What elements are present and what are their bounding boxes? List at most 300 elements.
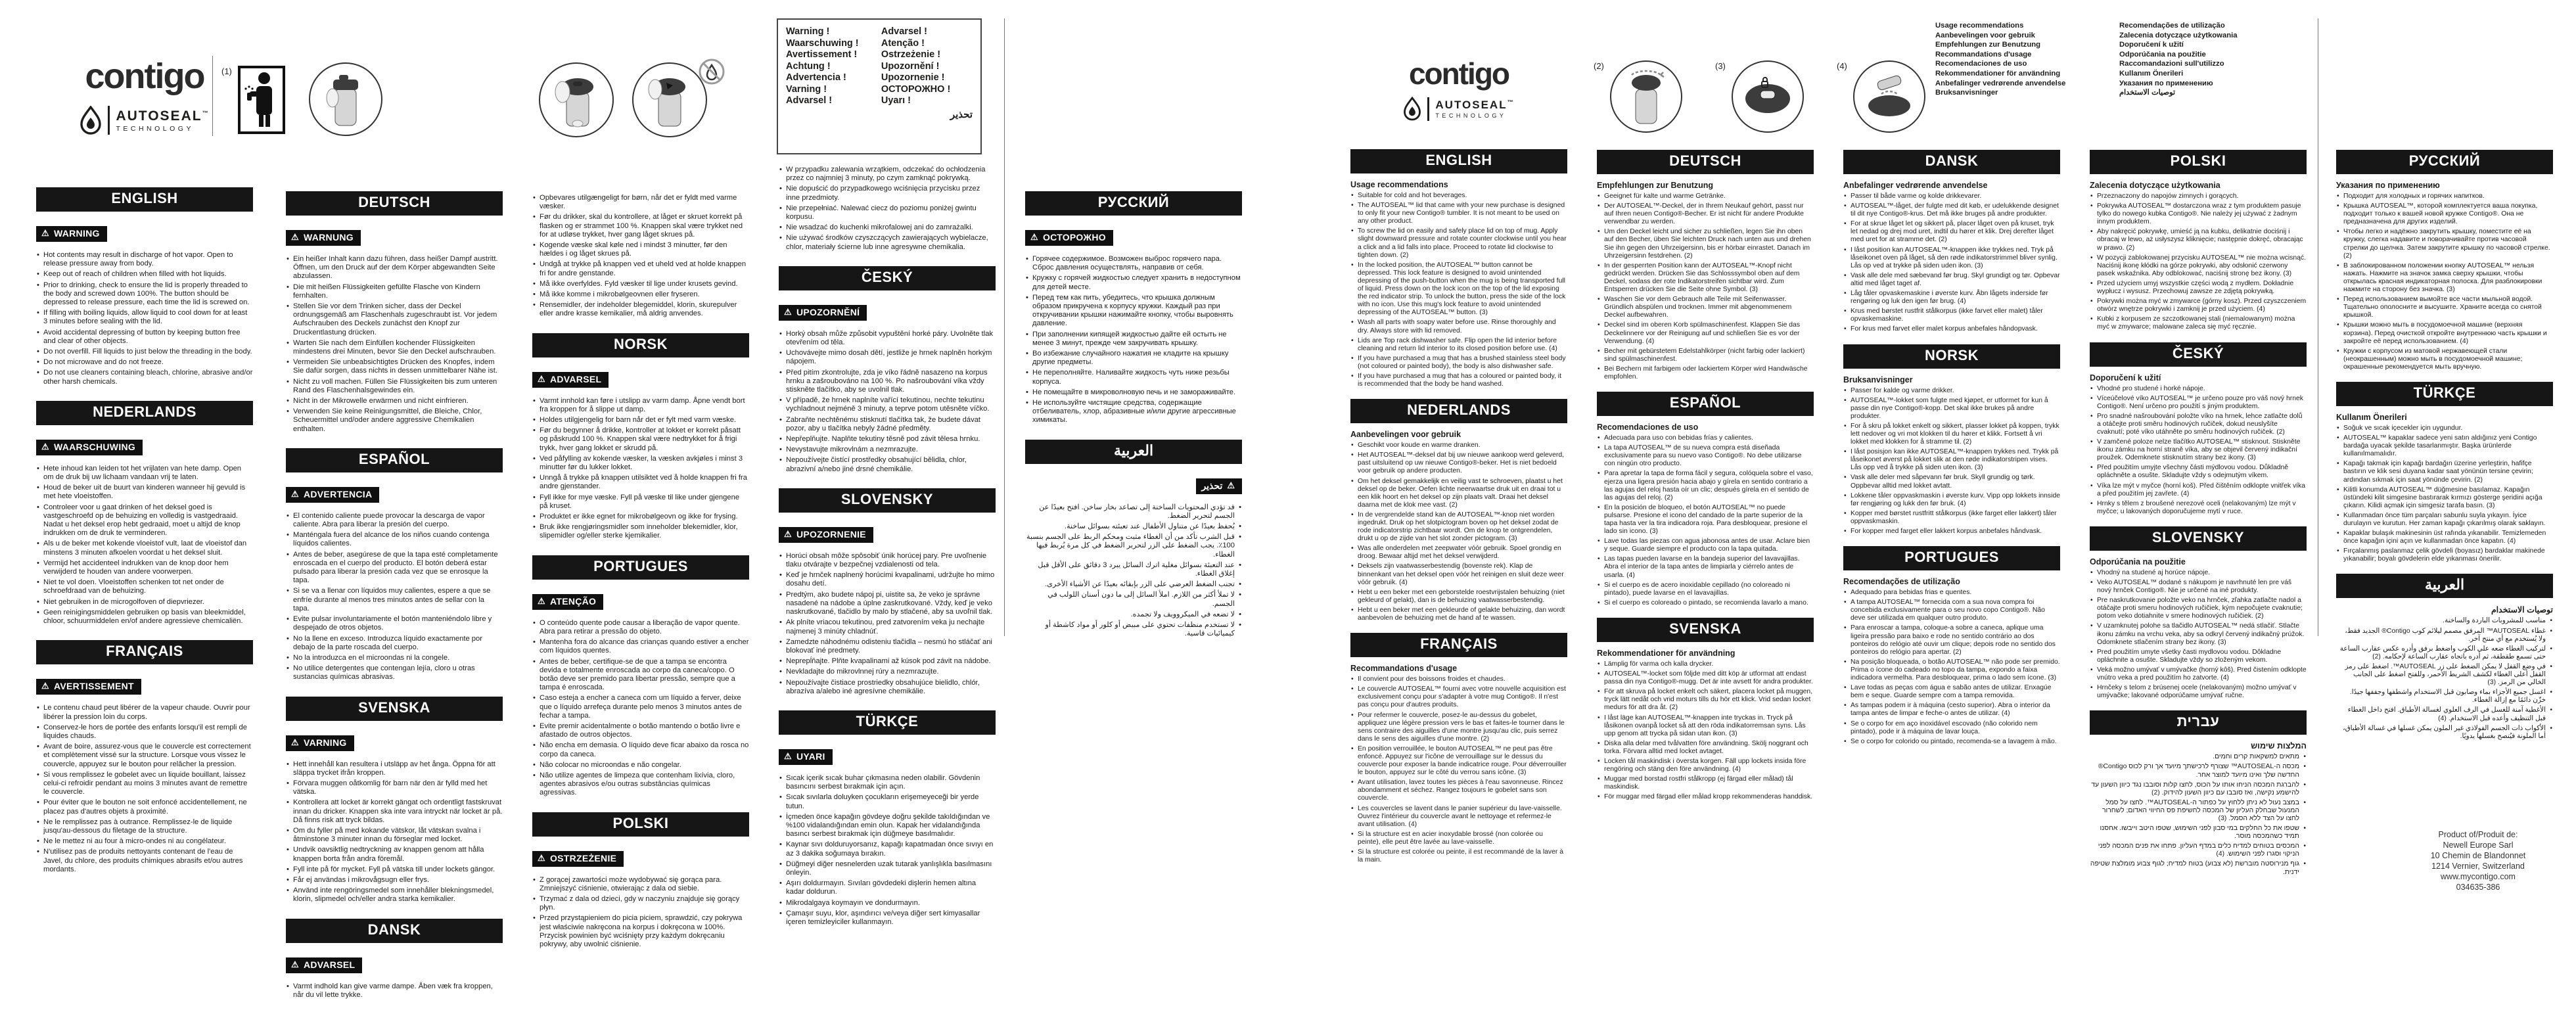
bullet-item: • Nie dopuścić do przypadkowego wciśnięcia przycisku przez inne przedmioty. (779, 185, 996, 202)
usage-heading: Usage recommendations (1350, 180, 1448, 189)
bullet-item: • Lämplig för varma och kalla drycker. (1597, 660, 1814, 668)
section-dansk-usage (1843, 150, 2060, 344)
language-warning-line: Recomendaciones de uso (1935, 60, 2027, 68)
bullet-item: • Nicht in der Mikrowelle erwärmen und nicht einfrieren. (286, 397, 503, 405)
bullet-item: • För att skruva på locket enkelt och säkert, placera locket på muggen, tryck lätt nedåt och vrid moturs tills du hör ett klick. Vrid sedan locket medurs för att dra åt. (2) (1597, 688, 1814, 712)
bullet-item: • Przed użyciem umyj wszystkie części wodą z mydłem. Dokładnie wypłucz i wysusz. Przechowuj zawsze ze zdjętą pokrywką. (2090, 280, 2307, 296)
usage-list-russky (2336, 193, 2553, 371)
bullet-item: • Soğuk ve sıcak içecekler için uygundur. (2336, 425, 2553, 432)
bullet-item: • При заполнении кипящей жидкостью дайте ей остыть не менее 3 минут, прежде чем закручивать крышку. (1025, 331, 1242, 348)
bullet-item: • Não colocar no microondas e não congelar. (532, 761, 749, 770)
warning-list-norsk (532, 397, 749, 541)
usage-list-portugues (1843, 589, 2060, 746)
bullet-item: • Vask alle dele med sæbevand før brug. Skyl grundigt og tør. Opbevar altid med låget taget af. (1843, 272, 2060, 288)
section-russky-usage (2336, 150, 2553, 382)
usage-heading: Kullanım Önerileri (2336, 412, 2407, 422)
section-header-nederlands: NEDERLANDS (1350, 399, 1567, 423)
section-arabic-warning (1025, 440, 1242, 653)
bullet-item: • Na posição bloqueada, o botão AUTOSEAL™ não pode ser premido. Prima o ícone do cadeado no topo da tampa, expondo a faixa indicadora vermelha. Para desbloquear, prima o lado sem ícone. (3) (1843, 658, 2060, 682)
warning-list-turkce (779, 774, 996, 927)
warning-triangle-icon: ⚠ (291, 959, 299, 969)
bullet-item: • Nevystavujte mikrovlnám a nezmrazujte. (779, 446, 996, 454)
bullet-item: • Кружки с корпусом из матовой нержавеющей стали (неокрашенным) можно мыть в посудомоечной машине; окрашенные рекомендуется мыть вручную. (2336, 348, 2553, 371)
bullet-item: • Om du fyller på med kokande vätskor, låt vätskan svalna i åtminstone 3 minuter innan du förseglar med locket. (286, 827, 503, 844)
language-warning-line: Achtung ! (786, 60, 831, 72)
bullet-item: • En position verrouillée, le bouton AUTOSEAL™ ne peut pas être enfoncé. Appuyez sur l'icône de verrouillage sur le dessus du couvercle pour exposer la bande indicatrice rouge. Pour déverrouiller le bouton, appuyez sur le côté du verrou sans icône. (3) (1350, 745, 1567, 777)
bullet-item: • Víka lze mýt v myčce (horní koš). Před čištěním odklopte vnitřek víka a před použitím jej zavřete. (4) (2090, 482, 2307, 498)
bullet-item: • Prior to drinking, check to ensure the lid is properly threaded to the body and screwed down 100%. The button should be depressed to release pressure, each time the lid is screwed on. (36, 281, 253, 308)
bullet-item: • Kaynar sıvı dolduruyorsanız, kapağı kapatmadan önce sıvıyı en az 3 dakika soğumaya bırakın. (779, 841, 996, 858)
figure-3-label: (3) (1715, 61, 1726, 71)
bullet-item: • İçmeden önce kapağın gövdeye doğru şekilde takıldığından ve %100 vidalandığından emin olun. Kapak her vidalandığında basıncı serbest bırakmak için düğmeye basılmalıdır. (779, 813, 996, 839)
bullet-item: • Sıcak sıvılarla doluyken çocukların erişemeyeceği bir yerde tutun. (779, 793, 996, 810)
section-header-norsk: NORSK (1843, 344, 2060, 369)
bullet-item: • Pokrywka AUTOSEAL™ dostarczona wraz z tym produktem pasuje tylko do nowego kubka Contigo®. Nie należy jej używać z żadnym innym produktem. (2090, 202, 2307, 226)
bullet-item: • A tampa AUTOSEAL™ fornecida com a sua nova compra foi concebida exclusivamente para o seu novo copo Contigo®. Não deve ser utilizada em qualquer outro produto. (1843, 599, 2060, 622)
bullet-item: • Pre naskrutkovanie položte veko na hrnček, zľahka zatlačte nadol a otáčajte proti smeru hodinových ručičiek, kým nepočujete cvaknutie; potom veko dotiahnite v smere hodinových ručičiek. (2) (2090, 597, 2307, 620)
bullet-item: • Undgå at trykke på knappen ved et uheld ved at holde knappen fri for andre genstande. (532, 260, 749, 277)
bullet-item: • Кружку с горячей жидкостью следует хранить в недоступном для детей месте. (1025, 274, 1242, 291)
language-warning-line: Raccomandazioni sull'utilizzo (2119, 60, 2224, 68)
bullet-item: • لا تستخدم منظفات تحتوي على مبيض أو كلور أو مواد كاشطة أو كيميائيات قاسية. (1025, 621, 1242, 638)
bullet-item: • For kopper med farget eller lakkert korpus anbefales håndvask. (1843, 528, 2060, 536)
section-deutsch-usage (1597, 150, 1814, 392)
figure-press-button (632, 62, 707, 137)
bullet-item: • Der AUTOSEAL™-Deckel, der in Ihrem Neukauf gehört, passt nur auf Ihren neuen Contigo®-Becher. Er ist nicht für andere Produkte verwendbar zu werden. (1597, 202, 1814, 226)
language-warning-line: Varning ! (786, 83, 827, 95)
language-warning-line: Uyarı ! (881, 95, 911, 106)
bullet-item: • Ein heißer Inhalt kann dazu führen, dass heißer Dampf austritt. Öffnen, um den Druck auf der dem Körper abgewandten Seite abzulassen. (286, 255, 503, 281)
bullet-item: • גוף מנירוסטה מוברשת (לא צבוע) בטוח למדיח; לגוף צבוע מומלצת שטיפה ידנית. (2090, 860, 2307, 876)
warning-triangle-icon: ⚠ (41, 228, 49, 238)
section-portugues-usage (1843, 546, 2060, 756)
bullet-item: • Hett innehåll kan resultera i utsläpp av het ånga. Öppna för att släppa trycket ifrån kroppen. (286, 760, 503, 777)
warning-triangle-icon: ⚠ (41, 681, 49, 691)
warning-list-francais (36, 704, 253, 874)
bullet-item: • Før du begynner å drikke, kontroller at lokket er korrekt påsatt og påskrudd 100 %. Knappen skal være nedtrykket for å frigi trykk, hver gang lokket er skrudd på. (532, 426, 749, 453)
bullet-item: • Para apretar la tapa de forma fácil y segura, colóquela sobre el vaso, ejerza una ligera presión hacia abajo y gírela en sentido contrario a las agujas del reloj hasta oír un clic; después gírela en el sentido de las agujas del reloj. (2) (1597, 470, 1814, 501)
warning-label: ⚠ ADVARSEL (532, 372, 609, 388)
product-info-line: www.mycontigo.com (2441, 872, 2516, 881)
section-slovensky-usage (2090, 526, 2307, 710)
warning-triangle-icon: ⚠ (1227, 480, 1235, 490)
left-column-3 (532, 191, 749, 948)
bullet-item: • Fyll ikke for mye væske. Fyll på væske til like under gjengene på kruset. (532, 494, 749, 511)
section-turkce-usage (2336, 382, 2553, 574)
product-info-line: Product of/Produit de: (2438, 830, 2518, 839)
section-espanol-warning (286, 448, 503, 697)
bullet-item: • Hrnky s tělem z broušené nerezové oceli (nelakovaným) lze mýt v myčce; u lakovaných doporučujeme mytí v ruce. (2090, 500, 2307, 516)
language-warning-line: Advertencia ! (786, 72, 846, 83)
section-cesky-warning (779, 266, 996, 488)
bullet-item: • Geschikt voor koude en warme dranken. (1350, 442, 1567, 449)
section-header-francais: FRANÇAIS (1350, 633, 1567, 657)
language-warning-line: Recomendações de utilização (2119, 22, 2225, 30)
bullet-item: • Vask alle deler med såpevann før bruk. Skyll grundig og tørk. Oppbevar alltid med lokket avtatt. (1843, 474, 2060, 490)
language-warning-line: توصيات الاستخدام (2119, 89, 2176, 97)
warning-triangle-icon: ⚠ (538, 595, 545, 606)
usage-heading: Recomendações de utilização (1843, 577, 1960, 587)
bullet-item: • Чтобы легко и надёжно закрутить крышку, поместите её на кружку, слегка надавите и поворачивайте против часовой стрелки до щелчка. Затем закрутите крышку по часовой стрелке. (2) (2336, 228, 2553, 260)
bullet-item: • Do not microwave and do not freeze. (36, 358, 253, 367)
section-header-svenska: SVENSKA (1597, 618, 1814, 642)
bullet-item: • Pro snadné našroubování položte víko na hrnek, lehce zatlačte dolů a otáčejte proti směru hodinových ručiček, dokud neuslyšíte cvaknutí; poté víko utáhněte po směru hodinových ručiček. (2) (2090, 413, 2307, 436)
warning-triangle-icon: ⚠ (784, 306, 792, 317)
left-column-4 (779, 163, 996, 924)
press-button-icon (647, 70, 693, 130)
section-header-turkce: TÜRKÇE (2336, 382, 2553, 406)
warning-label: ⚠ WARNUNG (286, 230, 361, 246)
bullet-item: • В заблокированном положении кнопку AUTOSEAL™ нельзя нажать. Нажмите на значок замка сверху крышки, чтобы открылась красная индикаторная полоска. Для разблокировки нажмите на сторону без значка. (3) (2336, 262, 2553, 294)
contigo-logo: contigo (85, 57, 204, 96)
bullet-item: • Kapağı takmak için kapağı bardağın üzerine yerleştirin, hafifçe bastırın ve klik sesi duyana kadar saat yönünün tersine çevirin; ardından sıkmak için saat yönünde çevirin. (2) (2336, 460, 2553, 484)
usage-heading: Odporúčania na použitie (2090, 557, 2186, 566)
product-info-line: Newell Europe Sarl (2443, 841, 2514, 850)
bullet-item: • Ne le mettez ni au four à micro-ondes ni au congélateur. (36, 837, 253, 846)
bullet-item: • Przeznaczony do napojów zimnych i gorących. (2090, 193, 2307, 200)
bullet-item: • Si vous remplissez le gobelet avec un liquide bouillant, laissez celui-ci refroidir pendant au moins 3 minutes avant de remettre le couvercle. (36, 771, 253, 797)
language-warning-line: ОСТОРОЖНО ! (881, 83, 951, 95)
usage-languages-box (1935, 21, 2295, 98)
bullet-item: • The AUTOSEAL™ lid that came with your new purchase is designed to only fit your new Contigo® tumbler. It is not meant to be used on any other product. (1350, 202, 1567, 225)
bullet-item: • Перед использованием вымойте все части мыльной водой. Тщательно ополосните и высушите. Храните всегда со снятой крышкой. (2336, 296, 2553, 319)
bullet-item: • Pour éviter que le bouton ne soit enfoncé accidentellement, ne placez pas d'autres objets à proximité. (36, 798, 253, 816)
bullet-item: • Крышка AUTOSEAL™, которой комплектуется ваша покупка, подходит только к вашей новой кружке Contigo®. Она не предназначена для других изделий. (2336, 202, 2553, 226)
bullet-item: • AUTOSEAL™-lokket som fulgte med kjøpet, er utformet for kun å passe din nye Contigo®-kopp. Det skal ikke brukes på andre produkter. (1843, 397, 2060, 421)
section-header-slovensky: SLOVENSKY (2090, 526, 2307, 551)
section-header-svenska: SVENSKA (286, 697, 503, 721)
section-svenska-usage (1597, 618, 1814, 812)
bullet-item: • Avant utilisation, lavez toutes les pièces à l'eau savonneuse. Rincez abondamment et séchez. Rangez toujours le gobelet sans son couvercle. (1350, 779, 1567, 802)
usage-heading: Указания по применению (2336, 181, 2440, 190)
bullet-item: • Deksels zijn vaatwasserbestendig (bovenste rek). Klap de binnenkant van het deksel open vóór het reinigen en sluit deze weer vóór gebruik. (4) (1350, 563, 1567, 586)
bullet-item: • Hrnčeky s telom z brúsenej ocele (nelakovaným) možno umývať v umývačke; lakované odporúčame umývať ručne. (2090, 684, 2307, 700)
bullet-item: • Не используйте чистящие средства, содержащие отбеливатель, хлор, абразивные и/или другие агрессивные химикаты. (1025, 399, 1242, 425)
bullet-item: • In der gesperrten Position kann der AUTOSEAL™-Knopf nicht gedrückt werden. Drücken Sie das Schlosssymbol oben auf dem Deckel, sodass der rote Indikatorstreifen sichtbar wird. Zum Entsperren drücken Sie die Seite ohne Symbol. (3) (1597, 262, 1814, 294)
warning-label: ⚠ WARNING (36, 226, 107, 242)
autoseal-drop-icon (1403, 97, 1421, 121)
warning-list-slovensky (779, 552, 996, 696)
bullet-item: • لا تملأ أكثر من اللازم. املأ السائل إلى ما دون أسنان اللولب في الجسم. (1025, 591, 1242, 608)
warning-triangle-icon: ⚠ (1030, 232, 1038, 242)
language-warning-line: Upozornenie ! (881, 72, 945, 83)
bullet-item: • V uzamknutej polohe sa tlačidlo AUTOSEAL™ nedá stlačiť. Stlačte ikonu zámku na vrchu veka, aby sa odkryl červený indikačný prúžok. Odomknete stlačením strany bez ikony. (3) (2090, 622, 2307, 646)
section-arabic-usage (2336, 574, 2553, 750)
warning-triangle-icon: ⚠ (291, 488, 299, 499)
warning-languages-col2 (881, 26, 973, 107)
badge-divider (1427, 97, 1429, 121)
right-column-4 (2090, 150, 2307, 925)
bullet-item: • Le contenu chaud peut libérer de la vapeur chaude. Ouvrir pour libérer la pression loin du corps. (36, 704, 253, 721)
bullet-item: • Si la structure est colorée ou peinte, il est recommandé de la laver à la main. (1350, 848, 1567, 864)
bullet-item: • Was alle onderdelen met zeepwater vóór gebruik. Spoel grondig en droog. Bewaar altijd met het deksel verwijderd. (1350, 545, 1567, 561)
bullet-item: • Kubki z korpusem ze szczotkowanej stali (niemalowanym) można myć w zmywarce; malowane zaleca się myć ręcznie. (2090, 315, 2307, 331)
warning-label: ⚠ ATENÇÃO (532, 594, 603, 610)
product-info-code: 034635-386 (2456, 883, 2500, 892)
bullet-item: • Använd inte rengöringsmedel som innehåller blekningsmedel, klorin, slipmedel och/eller andra starka kemikalier. (286, 887, 503, 904)
bullet-item: • Kopper med børstet rustfritt stålkorpus (ikke farget eller lakkert) tåler oppvaskmaskin. (1843, 510, 2060, 526)
bullet-item: • För muggar med färgad eller målad kropp rekommenderas handdisk. (1597, 793, 1814, 801)
bullet-item: • Z gorącej zawartości może wydobywać się gorąca para. Zmniejszyć ciśnienie, otwierając z dala od siebie. (532, 876, 749, 893)
bullet-item: • Düğmeyi diğer nesnelerden uzak tutarak yanlışlıkla basılmasını önleyin. (779, 860, 996, 877)
warning-label: ⚠تحذير (1196, 478, 1242, 494)
technology-wordmark: TECHNOLOGY (116, 124, 194, 133)
bullet-item: • Caso esteja a encher a caneca com um líquido a ferver, deixe que o líquido arrefeça durante pelo menos 3 minutos antes de fechar a tampa. (532, 694, 749, 720)
language-warning-line: Atenção ! (881, 37, 925, 49)
section-header-turkce: TÜRKÇE (779, 710, 996, 735)
bullet-item: • Крышки можно мыть в посудомоечной машине (верхняя корзина). Перед очисткой откройте внутреннюю часть крышки и закройте её перед использованием. (4) (2336, 321, 2553, 345)
bullet-item: • Adecuada para uso con bebidas frías y calientes. (1597, 434, 1814, 442)
bullet-item: • Evite premir acidentalmente o botão mantendo o botão livre e afastado de outros objectos. (532, 722, 749, 739)
section-header-portugues: PORTUGUES (1843, 546, 2060, 570)
bullet-item: • Перед тем как пить, убедитесь, что крышка должным образом прикручена к корпусу кружки. Каждый раз при откручивании крышки нажимайте кнопку, чтобы выровнять давление. (1025, 294, 1242, 329)
right-column-3 (1843, 150, 2060, 925)
bullet-item: • Не переполняйте. Наливайте жидкость чуть ниже резьбы корпуса. (1025, 369, 1242, 386)
bullet-item: • N'utilisez pas de produits nettoyants contenant de l'eau de Javel, du chlore, des produits chimiques abrasifs et/ou autres mordants. (36, 848, 253, 874)
bullet-item: • Si el cuerpo es coloreado o pintado, se recomienda lavarlo a mano. (1597, 599, 1814, 607)
bullet-item: • O conteúdo quente pode causar a liberação de vapor quente. Abra para retirar a pressão do objeto. (532, 619, 749, 636)
bullet-item: • Pred použitím umyte všetky časti mydlovou vodou. Dôkladne opláchnite a osušte. Skladujte vždy so zloženým vekom. (2090, 649, 2307, 664)
section-header-deutsch: DEUTSCH (286, 191, 503, 216)
bullet-item: • Não encha em demasia. O líquido deve ficar abaixo da rosca no corpo da caneca. (532, 741, 749, 758)
usage-heading: Aanbevelingen voor gebruik (1350, 430, 1461, 440)
section-header-francais: FRANÇAIS (36, 640, 253, 664)
language-warning-line: Указания по применению (2119, 79, 2213, 87)
bullet-item: • As tampas podem ir à máquina (cesto superior). Abra o interior da tampa antes de limpar e feche-o antes de utilizar. (4) (1843, 702, 2060, 718)
bullet-item: • Nicht zu voll machen. Füllen Sie Flüssigkeiten bis zum unteren Rand des Flaschenhalsgewindes ein. (286, 378, 503, 395)
bullet-item: • במצב נעול לא ניתן ללחוץ על כפתור ה-AUTOSEAL™. לחצו על סמל המנעול שבחלק העליון של המכסה לחשיפת פס החיווי האדום; לשחרור לחצו על הצד ללא הסמל. (3) (2090, 799, 2307, 823)
language-warning-line: Ostrzeżenie ! (881, 49, 941, 60)
bullet-item: • Trzymać z dala od dzieci, gdy w naczyniu znajduje się gorący płyn. (532, 895, 749, 912)
usage-list-francais (1350, 676, 1567, 864)
bullet-item: • Krus med børstet rustfrit stålkorpus (ikke farvet eller malet) tåler opvaskemaskine. (1843, 308, 2060, 323)
bullet-item: • Lokkene tåler oppvaskmaskin i øverste kurv. Vipp opp lokkets innside før rengjøring og lukk den før bruk. (4) (1843, 492, 2060, 508)
bullet-item: • Waschen Sie vor dem Gebrauch alle Teile mit Seifenwasser. Gründlich abspülen und trocknen. Immer mit abgenommenem Deckel aufbewahren. (1597, 296, 1814, 319)
bullet-item: • W przypadku zalewania wrzątkiem, odczekać do ochłodzenia przez co najmniej 3 minuty, po czym zamknąć pokrywką. (779, 166, 996, 183)
warning-triangle-icon: ⚠ (291, 737, 299, 747)
product-info-line: 10 Chemin de Blandonnet (2430, 851, 2526, 860)
usage-list-arabic (2336, 617, 2553, 740)
lock-button-icon (1742, 76, 1793, 117)
bullet-item: • Må ikke overfyldes. Fyld væsker til lige under krusets gevind. (532, 280, 749, 288)
section-header-hebrew: עברית (2090, 710, 2307, 735)
brand-block (1350, 56, 1567, 149)
language-warning-line: Rekommendationer för användning (1935, 69, 2061, 78)
figure-lock-button (1732, 60, 1804, 133)
bullet-item: • Deckel sind im oberen Korb spülmaschinenfest. Klappen Sie das Deckelinnere vor der Reinigung auf und schließen Sie es vor der Verwendung. (4) (1597, 321, 1814, 345)
bullet-item: • Во избежание случайного нажатия не кладите на крышку другие предметы. (1025, 350, 1242, 367)
figure-flip-lid (1853, 60, 1925, 133)
section-russky-warning (1025, 191, 1242, 440)
bullet-item: • Vermeiden Sie unbeabsichtigtes Drücken des Knopfes, indem Sie dafür sorgen, dass nichts in dessen unmittelbarer Nähe ist. (286, 358, 503, 375)
bullet-item: • Geen reinigingsmiddelen gebruiken op basis van bleekmiddel, chloor, schuurmiddelen en/of andere agressieve chemicaliën. (36, 609, 253, 626)
warning-list-portugues (532, 619, 749, 798)
bullet-item: • Unngå å trykke på knappen utilsiktet ved å holde knappen fri fra andre gjenstander. (532, 474, 749, 491)
figure-1-label: (1) (221, 66, 232, 76)
bullet-item: • Do not overfill. Fill liquids to just below the threading in the body. (36, 348, 253, 356)
language-warning-line: Usage recommendations (1935, 22, 2024, 30)
usage-list-norsk (1843, 387, 2060, 536)
section-nederlands-usage (1350, 399, 1567, 633)
bullet-item: • Adequado para bebidas frias e quentes. (1843, 589, 2060, 597)
bullet-item: • Als u de beker met kokende vloeistof vult, laat de vloeistof dan minstens 3 minuten afkoelen voordat u het deksel sluit. (36, 540, 253, 557)
bullet-item: • Geeignet für kalte und warme Getränke. (1597, 193, 1814, 200)
bullet-item: • Nepoužívajte čistiace prostriedky obsahujúce bielidlo, chlór, abrazíva a/alebo iné agresívne chemikálie. (779, 679, 996, 696)
warning-triangle-icon: ⚠ (538, 373, 545, 384)
bullet-item: • Predtým, ako budete nápoj pi, uistite sa, že veko je správne nasadené na nádobe a úplne zaskrutkované. Vždy, keď je veko naskrutkované, tlačidlo by malo by stlačené, aby sa uvoľnil tlak. (779, 591, 996, 617)
bullet-item: • W pozycji zablokowanej przycisku AUTOSEAL™ nie można wcisnąć. Naciśnij ikonę kłódki na górze pokrywki, aby odsłonić czerwony pasek wskaźnika. Aby odblokować, naciśnij stronę bez ikony. (3) (2090, 254, 2307, 278)
right-column-1 (1350, 56, 1567, 923)
warning-label: ⚠ UYARI (779, 749, 833, 765)
bullet-item: • Becher mit gebürstetem Edelstahlkörper (nicht farbig oder lackiert) sind spülmaschinenfest. (1597, 348, 1814, 363)
mug-icon (325, 69, 367, 129)
bullet-item: • AUTOSEAL™-låget, der fulgte med dit køb, er udelukkende designet til dit nye Contigo®-krus. Det må ikke bruges på andre produkter. (1843, 202, 2060, 218)
section-slovensky-warning (779, 488, 996, 710)
bullet-item: • Controleer voor u gaat drinken of het deksel goed is vastgeschroefd op de behuizing en volledig is vastgedraaid. Nadat u het deksel erop hebt gedraaid, moet u altijd de knop indrukken om de druk te verminderen. (36, 503, 253, 538)
bullet-item: • Uchovávejte mimo dosah dětí, jestliže je hrnek naplněn horkým nápojem. (779, 349, 996, 366)
bullet-item: • Før du drikker, skal du kontrollere, at låget er skruet korrekt på flasken og er strammet 100 %. Knappen skal være trykket ned for at udløse trykket, hver gang låget skrues på. (532, 213, 749, 239)
bullet-item: • عند التعبئة بسوائل مغلية اترك السائل يبرد 3 دقائق على الأقل قبل إغلاق الغطاء. (1025, 561, 1242, 578)
bullet-item: • Conservez-le hors de portée des enfants lorsqu'il est rempli de liquides chauds. (36, 724, 253, 741)
no-drip-icon (698, 58, 725, 89)
bullet-item: • Vhodný na studené aj horúce nápoje. (2090, 569, 2307, 577)
bullet-item: • מתאים למשקאות קרים וחמים. (2090, 753, 2307, 761)
bullet-item: • If you have purchased a mug that has a coloured or painted body, it is recommended that the body be hand washed. (1350, 373, 1567, 388)
bullet-item: • Zabraňte nechtěnému stisknutí tlačítka tak, že budete dávat pozor, aby u tlačítka nebyly žádné předměty. (779, 416, 996, 433)
bullet-item: • Keep out of reach of children when filled with hot liquids. (36, 270, 253, 279)
left-column-1 (36, 56, 253, 923)
warning-label: ⚠ ADVARSEL (286, 957, 362, 973)
bullet-item: • Passer til både varme og kolde drikkevarer. (1843, 193, 2060, 200)
warning-list-cesky (779, 330, 996, 474)
bullet-item: • No la introduzca en el microondas ni la congele. (286, 654, 503, 662)
warning-label: ⚠ ОСТОРОЖНО (1025, 230, 1113, 246)
autoseal-wordmark: AUTOSEAL™ (1435, 99, 1515, 111)
bullet-item: • Undvik oavsiktlig nedtryckning av knappen genom att hålla knappen borta från andra föremål. (286, 846, 503, 863)
bullet-item: • מכסה ה-AUTOSEAL™ שצורף לרכישתך מיועד אך ורק לכוס Contigo® החדשה שלך ואינו מיועד למוצר אחר. (2090, 763, 2307, 779)
bullet-item: • Pokrywki można myć w zmywarce (górny kosz). Przed czyszczeniem otwórz wnętrze pokrywki i zamknij je przed użyciem. (4) (2090, 298, 2307, 313)
bullet-item: • Hebt u een beker met een gekleurde of gelakte behuizing, dan wordt aanbevolen de behuizing met de hand af te wassen. (1350, 607, 1567, 622)
bullet-item: • Si se va a llenar con líquidos muy calientes, espere a que se enfríe durante al menos tres minutos antes de sellar con la tapa. (286, 587, 503, 613)
usage-languages-col1 (1935, 21, 2111, 98)
section-header-dansk: DANSK (286, 919, 503, 943)
autoseal-wordmark: AUTOSEAL™ (116, 108, 210, 124)
language-warning-line: Odporúčania na použitie (2119, 50, 2206, 58)
bullet-item: • To screw the lid on easily and safely place lid on top of mug. Apply slight downward pressure and rotate counter clockwise until you hear a click and a lid falls into place. Proceed to rotate lid clockwise to tighten down. (2) (1350, 227, 1567, 259)
figure-hand-on-lid (539, 62, 614, 137)
bullet-item: • El contenido caliente puede provocar la descarga de vapor caliente. Abra para liberar la presión del cuerpo. (286, 512, 503, 529)
bullet-item: • Le couvercle AUTOSEAL™ fourni avec votre nouvelle acquisition est exclusivement conçu pour s'adapter à votre mug Contigo®. Il n'est pas conçu pour d'autres produits. (1350, 685, 1567, 709)
bullet-item: • Horúci obsah môže spôsobiť únik horúcej pary. Pre uvoľnenie tlaku otvárajte v bezpečnej vzdialenosti od tela. (779, 552, 996, 569)
bullet-item: • Verwenden Sie keine Reinigungsmittel, die Bleiche, Chlor, Scheuermittel und/oder andere aggressive Chemikalien enthalten. (286, 407, 503, 434)
section-dansk-warning (286, 919, 503, 1014)
divider (1004, 18, 1005, 636)
usage-list-polski (2090, 193, 2307, 332)
bullet-item: • Ne le remplissez pas à outrance. Remplissez-le de liquide jusqu'au-dessous du filetage de la structure. (36, 818, 253, 835)
bullet-item: • Si el cuerpo es de acero inoxidable cepillado (no coloreado ni pintado), puede lavarse en el lavavajillas. (1597, 582, 1814, 597)
section-header-english: ENGLISH (1350, 149, 1567, 173)
section-header-slovensky: SLOVENSKY (779, 488, 996, 513)
bullet-item: • Warten Sie nach dem Einfüllen kochender Flüssigkeiten mindestens drei Minuten, bevor Sie den Deckel aufschrauben. (286, 339, 503, 356)
bullet-item: • الأكواب ذات الجسم الفولاذي غير الملون يمكن غسلها في غسالة الأطباق، أما الملونة فيُنصح بغسلها يدويًا. (2336, 725, 2553, 741)
flip-open-lid-icon (1864, 72, 1914, 122)
bullet-item: • Hebt u een beker met een geborstelde roestvrijstalen behuizing (niet gekleurd of gelakt), dan is de behuizing vaatwasserbestendig. (1350, 589, 1567, 605)
bullet-item: • Hot contents may result in discharge of hot vapor. Open to release pressure away from body. (36, 251, 253, 268)
section-francais-warning (36, 640, 253, 888)
bullet-item: • Om het deksel gemakkelijk en veilig vast te schroeven, plaatst u het deksel op de beker. Oefen lichte neerwaartse druk uit en draai tot u een klik hoort en het deksel op zijn plaats valt. Draai het deksel daarna met de klok mee vast. (2) (1350, 478, 1567, 509)
product-info-line: 1214 Vernier, Switzerland (2431, 862, 2525, 871)
usage-heading: Rekommendationer för användning (1597, 648, 1736, 658)
bullet-item: • V zamčené poloze nelze tlačítko AUTOSEAL™ stisknout. Stiskněte ikonu zámku na horní straně víka, aby se objevil červený indikační proužek. Odemknete stisknutím strany bez ikony. (3) (2090, 438, 2307, 462)
right-column-2 (1597, 150, 1814, 925)
bullet-item: • I låst läge kan AUTOSEAL™-knappen inte tryckas in. Tryck på låsikonen ovanpå locket så att den röda indikatorremsan syns. Lås upp genom att trycka på sidan utan ikon. (3) (1597, 714, 1814, 738)
bullet-item: • La tapa AUTOSEAL™ de su nueva compra está diseñada exclusivamente para su nuevo vaso Contigo®. No debe utilizarse con ningún otro producto. (1597, 444, 1814, 468)
bullet-item: • Fırçalanmış paslanmaz çelik gövdeli (boyasız) bardaklar makinede yıkanabilir; boyalı gövdelerin elde yıkanması önerilir. (2336, 547, 2553, 563)
language-warning-line: Advarsel ! (881, 26, 927, 37)
left-column-5 (1025, 191, 1242, 924)
bullet-item: • Keď je hrnček naplnený horúcimi kvapalinami, udržujte ho mimo dosahu detí. (779, 571, 996, 588)
bullet-item: • Para enroscar a tampa, coloque-a sobre a caneca, aplique uma ligeira pressão para baixo e rode no sentido contrário ao dos ponteiros do relógio até ouvir um clique; depois rode no sentido dos ponteiros do relógio para apertar. (2) (1843, 624, 2060, 656)
warning-list-deutsch (286, 255, 503, 434)
section-cesky-usage (2090, 342, 2307, 526)
section-svenska-warning (286, 697, 503, 919)
bullet-item: • Förvara muggen oåtkomlig för barn när den är fylld med het vätska. (286, 779, 503, 796)
bullet-item: • Muggar med borstad rostfri stålkropp (ej färgad eller målad) tål maskindisk. (1597, 775, 1814, 791)
warning-list-arabic (1025, 503, 1242, 639)
usage-list-cesky (2090, 385, 2307, 516)
warning-list-dansk (286, 982, 503, 1000)
warning-label: ⚠ UPOZORNENIE (779, 527, 873, 543)
language-warning-line: Waarschuwing ! (786, 37, 859, 49)
bullet-item: • Les couvercles se lavent dans le panier supérieur du lave-vaisselle. Ouvrez l'intérieur du couvercle avant le nettoyage et refermez-le avant utilisation. (4) (1350, 805, 1567, 829)
bullet-item: • Die mit heißen Flüssigkeiten gefüllte Flasche von Kindern fernhalten. (286, 283, 503, 300)
usage-heading: Empfehlungen zur Benutzung (1597, 181, 1714, 190)
bullet-item: • For krus med farvet eller malet korpus anbefales håndopvask. (1843, 325, 2060, 333)
bullet-item: • Před použitím umyjte všechny části mýdlovou vodou. Důkladně opláchněte a osušte. Skladujte vždy s odejmutým víkem. (2090, 464, 2307, 480)
bullet-item: • في وضع القفل لا يمكن الضغط على زر AUTOSEAL™. اضغط على رمز القفل أعلى الغطاء لكشف الشريط الأحمر، وللفتح اضغط على الجانب الخالي من الرمز. (3) (2336, 663, 2553, 687)
bullet-item: • Il convient pour des boissons froides et chaudes. (1350, 676, 1567, 683)
contigo-logo: contigo (1408, 57, 1509, 91)
usage-list-nederlands (1350, 442, 1567, 622)
bullet-item: • Kontrollera att locket är korrekt gängat och ordentligt fastskruvat innan du dricker. Knappen ska inte vara intryckt när locket är på. Då finns risk att tryck bildas. (286, 798, 503, 825)
section-espanol-usage (1597, 392, 1814, 618)
language-warning-line: Aanbevelingen voor gebruik (1935, 31, 2035, 39)
bullet-item: • مناسب للمشروبات الباردة والساخنة. (2336, 617, 2553, 625)
bullet-item: • Aşırı doldurmayın. Sıvıları gövdedeki dişlerin hemen altına kadar doldurun. (779, 879, 996, 896)
usage-heading: Recomendaciones de uso (1597, 423, 1699, 432)
section-header-nederlands: NEDERLANDS (36, 401, 253, 425)
bullet-item: • Przed przystąpieniem do picia piciem, sprawdzić, czy pokrywa jest właściwie nakręcona na korpus i dokręcona w 100%. Przycisk powinien być wciśnięty przy każdym dokręcaniu pokrywy, aby uwolnić ciśnienie. (532, 914, 749, 949)
hand-gripping-lid-icon (553, 70, 599, 130)
section-header-cesky: ČESKÝ (779, 266, 996, 290)
bullet-item: • Горячее содержимое. Возможен выброс горячего пара. Сброс давления осуществлять, направив от себя. (1025, 255, 1242, 272)
warning-languages-box (777, 18, 982, 154)
left-column-2 (286, 191, 503, 999)
bullet-item: • Lave todas las piezas con agua jabonosa antes de usar. Aclare bien y seque. Guarde siempre el producto con la tapa quitada. (1597, 538, 1814, 553)
bullet-item: • Locken tål maskindisk i översta korgen. Fäll upp lockets insida före rengöring och stäng den före användning. (4) (1597, 758, 1814, 773)
section-header-polski: POLSKI (532, 812, 749, 837)
warning-list-english (36, 251, 253, 386)
bullet-item: • Må ikke komme i mikrobølgeovnen eller fryseren. (532, 290, 749, 299)
bullet-item: • Las tapas pueden lavarse en la bandeja superior del lavavajillas. Abra el interior de la tapa antes de limpiarla y ciérrelo antes de usarla. (4) (1597, 555, 1814, 579)
bullet-item: • Nie używać środków czyszczących zawierających wybielacze, chlor, materiały ścierne lub inne agresywne chemikalia. (779, 234, 996, 251)
section-header-deutsch: DEUTSCH (1597, 150, 1814, 174)
bullet-item: • Kilitli konumda AUTOSEAL™ düğmesine basılamaz. Kapağın üstündeki kilit simgesine bastırarak kırmızı gösterge şeridini açığa çıkarın. Kilidi açmak için simgesiz tarafa basın. (3) (2336, 486, 2553, 510)
language-warning-line: Avertissement ! (786, 49, 858, 60)
bullet-item: • يُحفظ بعيدًا عن متناول الأطفال عند تعبئته بسوائل ساخنة. (1025, 522, 1242, 531)
bullet-item: • Vhodné pro studené i horké nápoje. (2090, 385, 2307, 393)
warning-list-svenska (286, 760, 503, 904)
